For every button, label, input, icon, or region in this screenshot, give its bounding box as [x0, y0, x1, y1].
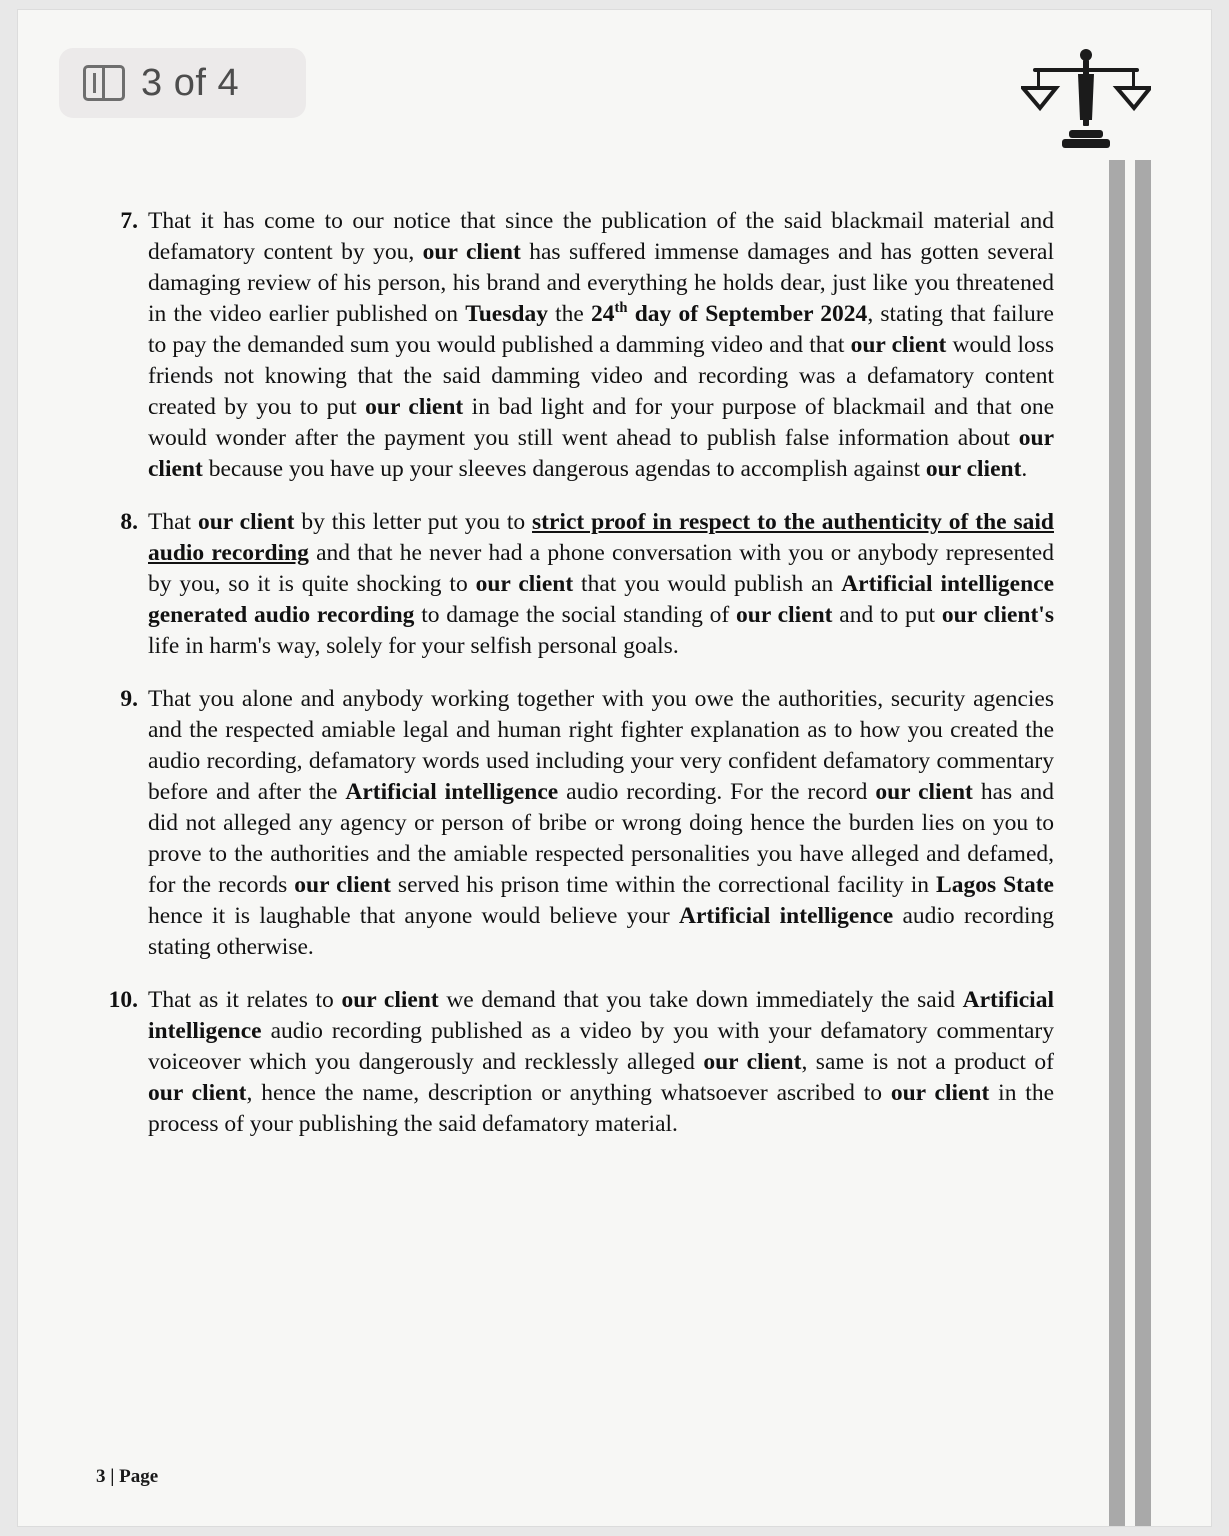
list-item	[96, 206, 1054, 485]
clause-text: That as it relates to our client we demand that you take down immediately the said Artificial intelligence audio recording published as a video by you with your defamatory commentary voiceover which you dangerously and recklessly alleged our client, same is not a product of our client, hence the name, description or anything whatsoever ascribed to our client in the process of your publishing the said defamatory material.	[148, 987, 1055, 1138]
document-page	[18, 10, 1211, 1526]
scales-of-justice-icon	[1021, 44, 1151, 154]
clause-number: 9.	[120, 686, 138, 713]
page-footer: 3 | Page	[96, 1466, 159, 1487]
clause-number: 8.	[120, 509, 138, 536]
document-body	[96, 206, 1054, 1162]
clause-number: 10.	[108, 987, 138, 1014]
document-pages-icon	[83, 65, 125, 101]
scan-bar-left	[1109, 160, 1125, 1526]
clause-number: 7.	[120, 208, 138, 234]
clause-list	[96, 206, 1054, 1140]
page-indicator[interactable]	[59, 48, 306, 118]
clause-text: That you alone and anybody working together with you owe the authorities, security agencies and the respected amiable legal and human right fighter explanation as to how you created the audio recording, defamatory words used including your very confident defamatory commentary before and after the Artificial intelligence audio recording. For the record our client has and did not alleged any agency or person of bribe or wrong doing hence the burden lies on you to prove to the authorities and the amiable respected personalities you have alleged and defamed, for the records our client served his prison time within the correctional facility in Lagos State hence it is laughable that anyone would believe your Artificial intelligence audio recording stating otherwise.	[148, 686, 1055, 961]
scan-bar-right	[1135, 160, 1151, 1526]
list-item	[96, 985, 1054, 1140]
clause-text: That it has come to our notice that since the publication of the said blackmail material and defamatory content by you, our client has suffered immense damages and has gotten several damaging review of his person, his brand and everything he holds dear, just like you threatened in the video earlier published on Tuesday the 24th day of September 2024, stating that failure to pay the demanded sum you would published a damming video and that our client would loss friends not knowing that the said damming video and recording was a defamatory content created by you to put our client in bad light and for your purpose of blackmail and that one would wonder after the payment you still went ahead to publish false information about our client because you have up your sleeves dangerous agendas to accomplish against our client.	[148, 208, 1055, 483]
clause-text: That our client by this letter put you to strict proof in respect to the authenticity of the said audio recording and that he never had a phone conversation with you or anybody represented by you, so it is quite shocking to our client that you would publish an Artificial intelligence generated audio recording to damage the social standing of our client and to put our client's life in harm's way, solely for your selfish personal goals.	[148, 509, 1055, 660]
list-item	[96, 507, 1054, 662]
page-indicator-label: 3 of 4	[141, 62, 240, 104]
list-item	[96, 684, 1054, 963]
